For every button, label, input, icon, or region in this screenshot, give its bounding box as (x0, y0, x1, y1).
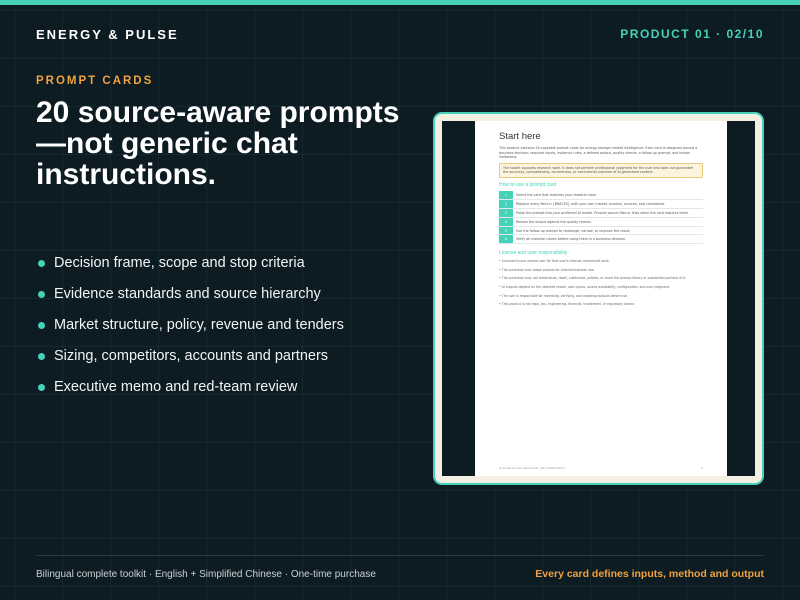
footer-tagline: Every card defines inputs, method and output (535, 568, 764, 580)
feature-item (38, 347, 368, 366)
document-footer-license: Licensed to one named user | No redistribution (499, 466, 565, 470)
bullet-dot-icon (38, 291, 45, 298)
brand-name: ENERGY & PULSE (36, 27, 179, 42)
list-item: • The purchaser may not redistribute, resell, sublicense, publish, or share the prompt library or substantial portions of it. (499, 276, 687, 281)
bullet-dot-icon (38, 322, 45, 329)
step-text: Replace every field in {BRACES} with your own market, product, sources, and constraints. (513, 200, 703, 209)
page-indicator: PRODUCT 01 · 02/10 (620, 27, 764, 41)
step-number: 3 (499, 209, 513, 218)
step-text: Use the follow-up prompt to challenge, narrow, or improve the result. (513, 226, 703, 235)
document-page-number: 2 (701, 466, 703, 470)
feature-text: Decision frame, scope and stop criteria (54, 255, 305, 271)
step-text: Select the card that matches your research task. (513, 191, 703, 200)
table-row (499, 235, 703, 244)
section-eyebrow: PROMPT CARDS (36, 75, 154, 87)
device-screen (442, 121, 755, 476)
step-text: Paste the prompt into your preferred AI model. Provide source files or links when the card requires them. (513, 209, 703, 218)
list-item: • The purchaser may adapt outputs for internal business use. (499, 267, 595, 272)
step-number: 4 (499, 217, 513, 226)
step-number: 1 (499, 191, 513, 200)
footer-divider (36, 555, 764, 556)
feature-item (38, 285, 368, 304)
table-row (499, 217, 703, 226)
list-item: • This product is not legal, tax, engineering, financial, investment, or regulatory advice. (499, 302, 636, 307)
feature-item (38, 254, 368, 273)
feature-text: Executive memo and red-team review (54, 379, 298, 395)
table-row (499, 209, 703, 218)
document-title: Start here (499, 131, 541, 142)
disclaimer-callout: The toolkit supports research work. It does not perform professional judgment for the user and does not guarantee the accuracy, completeness, currentness, or commercial outcome of AI-generated content. (499, 163, 703, 178)
bullet-dot-icon (38, 260, 45, 267)
feature-text: Market structure, policy, revenue and tenders (54, 317, 344, 333)
steps-table (499, 191, 703, 244)
license-list (499, 259, 703, 306)
feature-item (38, 378, 368, 397)
list-item: • Licensed to one named user for that user's internal commercial work. (499, 259, 610, 264)
step-number: 2 (499, 200, 513, 209)
document-intro: This product contains 20 copyable prompt cards for energy-storage market intelligence. Each card is designed around a business decision: required inputs, evidence rules, a defined output, quality checks, a follow-up prompt, and known limitations. (499, 146, 698, 160)
table-row (499, 191, 703, 200)
bullet-dot-icon (38, 384, 45, 391)
page-headline: 20 source-aware prompts—not generic chat instructions. (36, 96, 400, 191)
how-to-heading: How to use a prompt card (499, 181, 557, 188)
document-page (475, 121, 727, 476)
bullet-dot-icon (38, 353, 45, 360)
list-item: • The user is responsible for reviewing, verifying, and adapting outputs before use. (499, 293, 628, 298)
table-row (499, 226, 703, 235)
step-number: 5 (499, 226, 513, 235)
feature-item (38, 316, 368, 335)
list-item: • AI outputs depend on the selected model, user inputs, source availability, configuration, and user judgment. (499, 285, 670, 290)
step-number: 6 (499, 235, 513, 244)
top-accent-bar (0, 0, 800, 5)
feature-text: Sizing, competitors, accounts and partners (54, 348, 329, 364)
feature-text: Evidence standards and source hierarchy (54, 286, 321, 302)
document-footer (499, 466, 703, 470)
step-text: Verify all material claims before using them in a business decision. (513, 235, 703, 244)
table-row (499, 200, 703, 209)
document-preview-device (433, 112, 764, 485)
license-heading: License and user responsibility (499, 250, 568, 257)
footer-product-info: Bilingual complete toolkit · English + Simplified Chinese · One-time purchase (36, 569, 376, 580)
step-text: Review the output against the quality checks. (513, 217, 703, 226)
feature-list (38, 254, 368, 409)
